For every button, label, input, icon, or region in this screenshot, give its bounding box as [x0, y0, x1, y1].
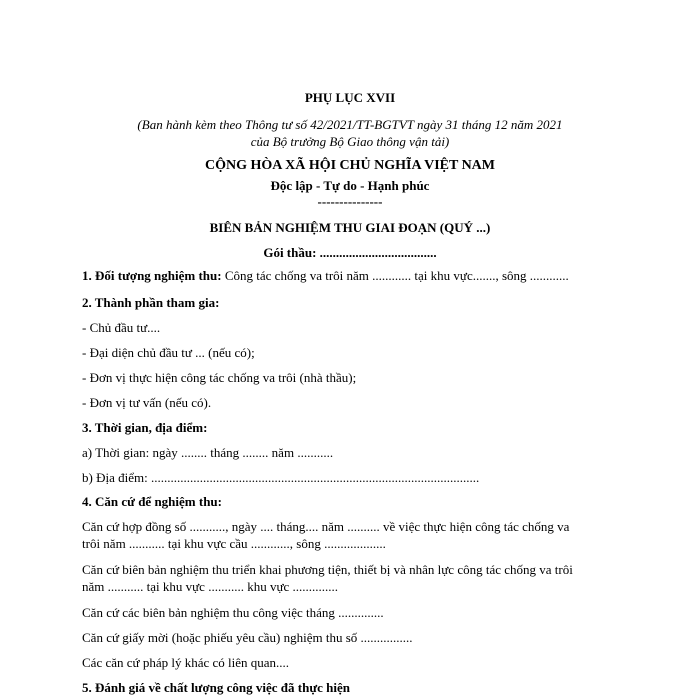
section-3-label: 3. Thời gian, địa điểm: [82, 420, 208, 435]
basis-contract-line-2: trôi năm ........... tại khu vực cầu ............, sông ................... [82, 536, 386, 551]
bid-package-line: Gói thầu: .................................... [263, 245, 437, 260]
section-1 [82, 268, 569, 284]
section-4-label: 4. Căn cứ để nghiệm thu: [82, 494, 222, 509]
record-title: BIÊN BẢN NGHIỆM THU GIAI ĐOẠN (QUÝ ...) [209, 220, 491, 235]
issued-by-line-1: (Ban hành kèm theo Thông tư số 42/2021/TT-BGTVT ngày 31 tháng 12 năm 2021 [137, 117, 563, 132]
appendix-title: PHỤ LỤC XVII [304, 90, 396, 105]
participant-item: - Đại diện chủ đầu tư ... (nếu có); [82, 345, 255, 360]
basis-contract-line-1: Căn cứ hợp đồng số ..........., ngày .... tháng.... năm .......... về việc thực hiện công tác chống va [82, 519, 570, 534]
national-title: CỘNG HÒA XÃ HỘI CHỦ NGHĨA VIỆT NAM [204, 158, 495, 173]
basis-deployment-line-1: Căn cứ biên bản nghiệm thu triển khai phương tiện, thiết bị và nhân lực công tác chống va trôi [82, 562, 573, 577]
basis-monthly-records: Căn cứ các biên bản nghiệm thu công việc tháng .............. [82, 605, 384, 620]
basis-other-legal: Các căn cứ pháp lý khác có liên quan.... [82, 655, 290, 670]
section-2-label: 2. Thành phần tham gia: [82, 295, 220, 310]
national-motto: Độc lập - Tự do - Hạnh phúc [270, 178, 430, 193]
participant-item: - Đơn vị tư vấn (nếu có). [82, 395, 212, 410]
motto-separator: --------------- [317, 194, 383, 209]
basis-deployment-line-2: năm ........... tại khu vực ........... khu vực .............. [82, 579, 339, 594]
participant-item: - Đơn vị thực hiện công tác chống va trôi (nhà thầu); [82, 370, 357, 385]
basis-invitation: Căn cứ giấy mời (hoặc phiếu yêu cầu) nghiệm thu số ................ [82, 630, 413, 645]
place-line: b) Địa điểm: ..................................................................................................... [82, 470, 480, 485]
section-5-label: 5. Đánh giá về chất lượng công việc đã thực hiện [82, 680, 351, 695]
participant-item: - Chủ đầu tư.... [82, 320, 161, 335]
time-line: a) Thời gian: ngày ........ tháng ........ năm ........... [82, 445, 334, 460]
issued-by-line-2: của Bộ trưởng Bộ Giao thông vận tải) [250, 134, 450, 149]
section-1-text: Công tác chống va trôi năm ............ tại khu vực......., sông ............ [221, 268, 569, 283]
section-1-label: 1. Đối tượng nghiệm thu: [82, 268, 222, 283]
